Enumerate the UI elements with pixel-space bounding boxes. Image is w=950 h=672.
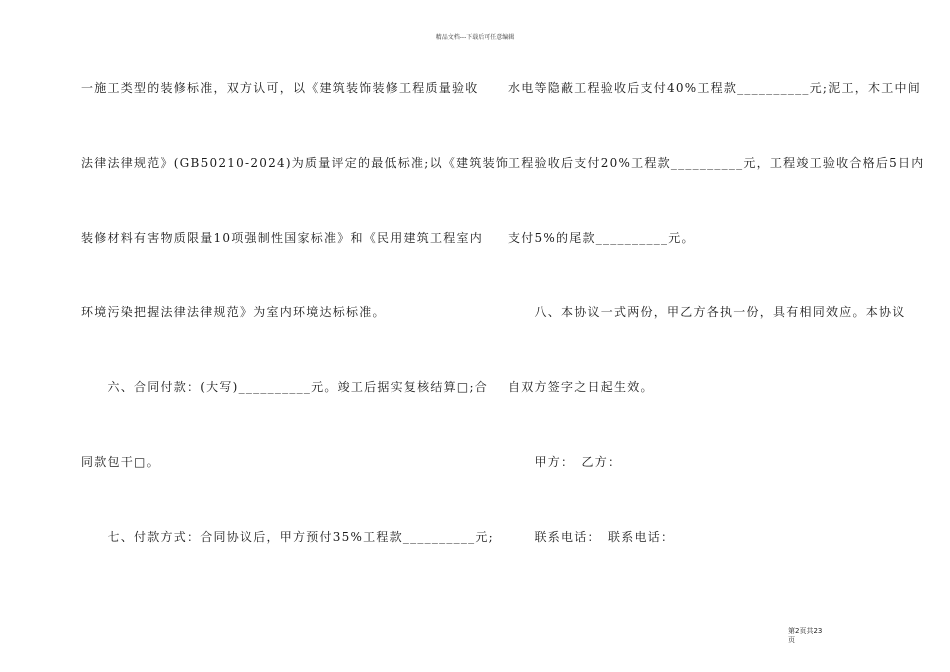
page-number-suffix: 页	[788, 636, 795, 644]
right-line-5: 自双方签字之日起生效。	[508, 380, 654, 394]
left-line-3: 装修材料有害物质限量10项强制性国家标准》和《民用建筑工程室内	[81, 231, 484, 245]
left-line-5: 六、合同付款：(大写)__________元。竣工后据实复核结算□;合	[81, 380, 488, 394]
left-line-2: 法律法律规范》(GB50210-2024)为质量评定的最低标准;以《建筑装饰	[81, 156, 510, 170]
right-line-7: 联系电话： 联系电话：	[508, 530, 675, 544]
right-line-2: 工程验收后支付20%工程款__________元，工程竣工验收合格后5日内	[508, 156, 925, 170]
right-line-1: 水电等隐蔽工程验收后支付40%工程款__________元;泥工，木工中间	[508, 81, 921, 95]
left-line-1: 一施工类型的装修标准，双方认可，以《建筑装饰装修工程质量验收	[81, 81, 479, 95]
right-line-4: 八、本协议一式两份，甲乙方各执一份，具有相同效应。本协议	[508, 305, 906, 319]
page-number	[788, 627, 848, 645]
page-header: 精品文档---下载后可任意编辑	[435, 34, 515, 41]
page-number-label: 第2页共23	[788, 627, 823, 635]
left-line-4: 环境污染把握法律法律规范》为室内环境达标标准。	[81, 305, 386, 319]
right-line-3: 支付5%的尾款__________元。	[508, 231, 695, 245]
left-line-6: 同款包干□。	[81, 455, 160, 469]
right-line-6: 甲方： 乙方：	[508, 455, 622, 469]
left-line-7: 七、付款方式：合同协议后，甲方预付35%工程款__________元;	[81, 530, 494, 544]
